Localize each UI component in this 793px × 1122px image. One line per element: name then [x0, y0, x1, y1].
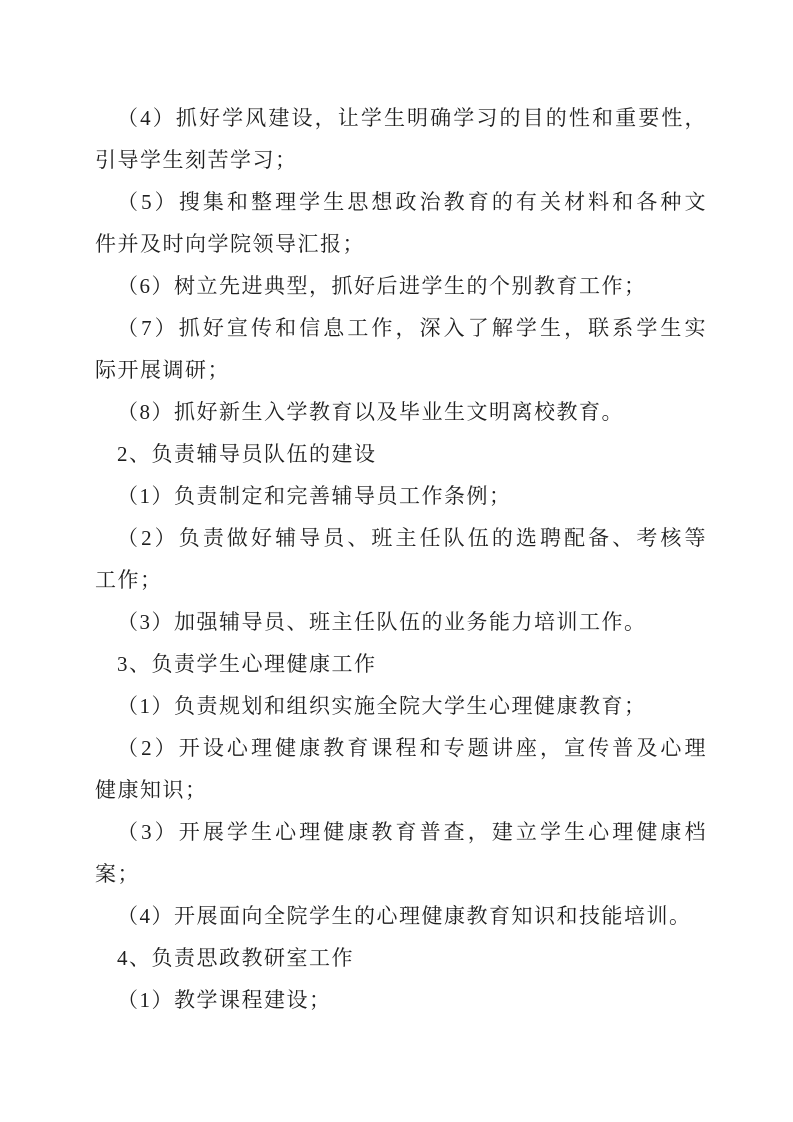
- continuation-line: 健康知识；: [95, 778, 208, 802]
- list-item-line: （3）开展学生心理健康教育普查，建立学生心理健康档: [117, 820, 707, 844]
- document-text-block: [95, 97, 707, 1021]
- list-item-line: （4）抓好学风建设，让学生明确学习的目的性和重要性，: [117, 106, 707, 130]
- continuation-line: 际开展调研；: [95, 358, 230, 382]
- list-item-line: （5）搜集和整理学生思想政治教育的有关材料和各种文: [117, 190, 707, 214]
- list-item-line: （1）负责制定和完善辅导员工作条例；: [117, 484, 512, 508]
- list-item-line: （3）加强辅导员、班主任队伍的业务能力培训工作。: [117, 610, 647, 634]
- section-heading-4: 4、负责思政教研室工作: [117, 946, 354, 970]
- section-heading-3: 3、负责学生心理健康工作: [117, 652, 377, 676]
- continuation-line: 件并及时向学院领导汇报；: [95, 232, 365, 256]
- list-item-line: （4）开展面向全院学生的心理健康教育知识和技能培训。: [117, 904, 692, 928]
- continuation-line: 引导学生刻苦学习；: [95, 148, 298, 172]
- continuation-line: 案；: [95, 862, 140, 886]
- list-item-line: （1）教学课程建设；: [117, 988, 332, 1012]
- list-item-line: （8）抓好新生入学教育以及毕业生文明离校教育。: [117, 400, 624, 424]
- list-item-line: （2）开设心理健康教育课程和专题讲座，宣传普及心理: [117, 736, 707, 760]
- list-item-line: （2）负责做好辅导员、班主任队伍的选聘配备、考核等: [117, 526, 707, 550]
- continuation-line: 工作；: [95, 568, 163, 592]
- list-item-line: （7）抓好宣传和信息工作，深入了解学生，联系学生实: [117, 316, 707, 340]
- list-item-line: （1）负责规划和组织实施全院大学生心理健康教育；: [117, 694, 647, 718]
- section-heading-2: 2、负责辅导员队伍的建设: [117, 442, 377, 466]
- list-item-line: （6）树立先进典型，抓好后进学生的个别教育工作；: [117, 274, 647, 298]
